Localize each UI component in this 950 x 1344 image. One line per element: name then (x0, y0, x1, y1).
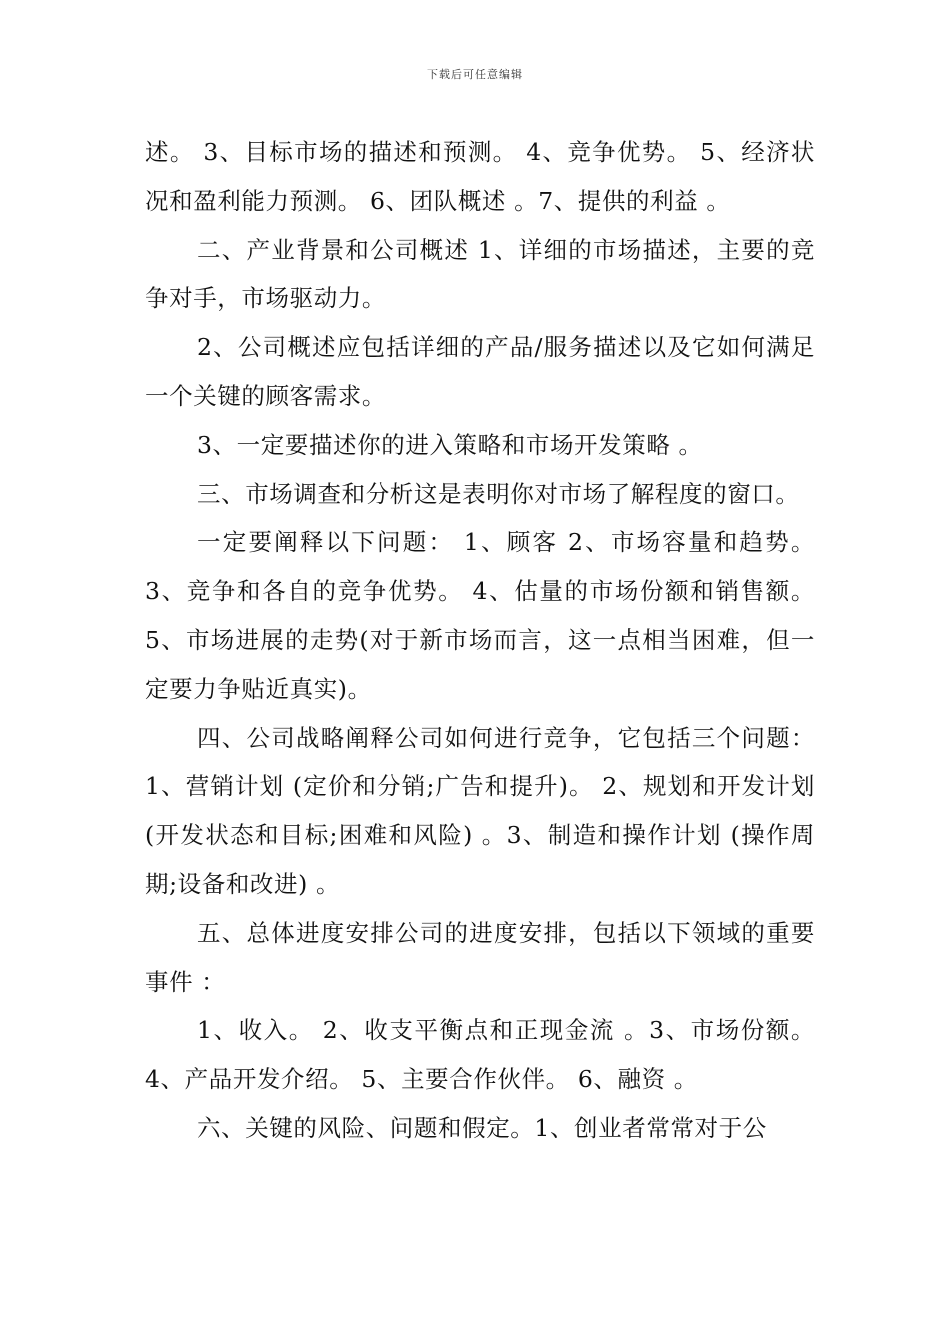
page-header: 下载后可任意编辑 (427, 68, 523, 81)
paragraph-4: 3、一定要描述你的进入策略和市场开发策略 。 (197, 430, 703, 459)
paragraph-6: 一定要阐释以下问题： 1、顾客 2、市场容量和趋势。 3、竞争和各自的竞争优势。 4、估量的市场份额和销售额。 5、市场进展的走势(对于新市场而言，这一点相当困难，但一定要力争贴近真实)。 (145, 528, 815, 703)
paragraph-5: 三、市场调查和分析这是表明你对市场了解程度的窗口。 (197, 479, 800, 508)
paragraph-2: 二、产业背景和公司概述 1、详细的市场描述，主要的竞争对手，市场驱动力。 (145, 235, 815, 313)
document-body (145, 128, 815, 1153)
paragraph-7: 四、公司战略阐释公司如何进行竞争，它包括三个问题： 1、营销计划 (定价和分销;广告和提升)。 2、规划和开发计划(开发状态和目标;困难和风险) 。3、制造和操作计划 (操作周期;设备和改进) 。 (145, 723, 815, 898)
paragraph-1: 述。 3、目标市场的描述和预测。 4、竞争优势。 5、经济状况和盈利能力预测。 6、团队概述 。7、提供的利益 。 (145, 138, 815, 215)
paragraph-10: 六、关键的风险、问题和假定。1、创业者常常对于公 (197, 1113, 767, 1142)
paragraph-3: 2、公司概述应包括详细的产品/服务描述以及它如何满足一个关键的顾客需求。 (145, 333, 815, 410)
paragraph-9: 1、收入。 2、收支平衡点和正现金流 。3、市场份额。4、产品开发介绍。 5、主要合作伙伴。 6、融资 。 (145, 1016, 815, 1094)
paragraph-8: 五、总体进度安排公司的进度安排，包括以下领域的重要事件 ： (145, 918, 815, 996)
